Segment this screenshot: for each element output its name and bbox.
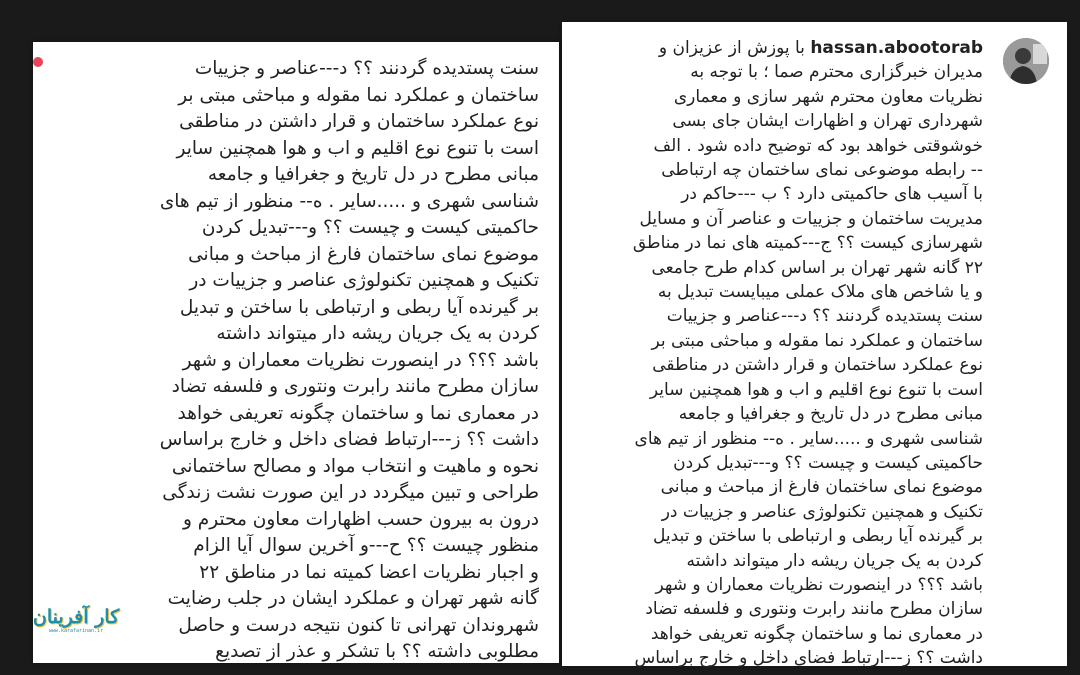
comment-panel-left bbox=[33, 42, 559, 663]
watermark-logo bbox=[32, 590, 120, 650]
comment-panel-right bbox=[562, 22, 1067, 669]
comment-body-right bbox=[578, 36, 983, 671]
comment-text-right: با پوزش از عزیزان و مدیران خبرگزاری محترم صما ؛ با توجه به نظریات معاون محترم شهر سازی و معماری شهرداری تهران و اظهارات ایشان جای بسی خوشوقتی خواهد بود که توضیح داده شود . الف -- رابطه موضوعی نمای ساختمان چه ارتباطی با آسیب های حاکمیتی دارد ؟ ب ---حاکم در مدیریت ساختمان و جزییات و عناصر آن و مسایل شهرسازی کیست ؟؟ ج---کمیته های نما در مناطق ۲۲ گانه شهر تهران بر اساس کدام طرح جامعی و یا شاخص های ملاک عملی میبایست تبدیل به سنت پستدیده گردنند ؟؟ د---عناصر و جزییات ساختمان و عملکرد نما مقوله و مباحثی مبتی بر نوع عملکرد ساختمان و قرار داشتن در مناطقی است با تنوع نوع اقلیم و اب و هوا همچنین سایر مبانی مطرح در دل تاریخ و جغرافیا و جامعه شناسی شهری و .....سایر . ه-- منظور از تیم های حاکمیتی کیست و چیست ؟؟ و---تبدیل کردن موضوع نمای ساختمان فارغ از مباحث و مبانی تکنیک و همچنین تکنولوژی عناصر و جزییات در بر گیرنده آیا ربطی و ارتباطی با ساختن و تبدیل کردن به یک جریان ریشه دار میتواند داشته باشد ؟؟؟ در اینصورت نظریات معماران و شهر سازان مطرح مانند رابرت ونتوری و فلسفه تضاد در معماری نما و ساختمان چگونه تعریفی خواهد داشت ؟؟ ز---ارتباط فضای داخل و خارج براساس bbox=[632, 38, 983, 669]
avatar[interactable] bbox=[1003, 38, 1049, 84]
username-link[interactable]: hassan.abootorab bbox=[810, 38, 983, 58]
comment-text-left: سنت پستدیده گردنند ؟؟ د---عناصر و جزییات ساختمان و عملکرد نما مقوله و مباحثی مبتی بر نوع عملکرد ساختمان و قرار داشتن در مناطقی است با تنوع نوع اقلیم و اب و هوا همچنین سایر مبانی مطرح در دل تاریخ و جغرافیا و جامعه شناسی شهری و .....سایر . ه-- منظور از تیم های حاکمیتی کیست و چیست ؟؟ و---تبدیل کردن موضوع نمای ساختمان فارغ از مباحث و مبانی تکنیک و همچنین تکنولوژی عناصر و جزییات در بر گیرنده آیا ربطی و ارتباطی با ساختن و تبدیل کردن به یک جریان ریشه دار میتواند داشته باشد ؟؟؟ در اینصورت نظریات معماران و شهر سازان مطرح مانند رابرت ونتوری و فلسفه تضاد در معماری نما و ساختمان چگونه تعریفی خواهد داشت ؟؟ ز---ارتباط فضای داخل و خارج براساس نحوه و ماهیت و انتخاب مواد و مصالح ساختمانی طراحی و تبین میگردد در این صورت نشت زندگی درون به بیرون حسب اظهارات معاون محترم و منظور چیست ؟؟ ح---و آخرین سوال آیا الزام و اجبار نظریات اعضا کمیته نما در مناطق ۲۲ گانه شهر تهران و عملکرد ایشان در جلب رضایت شهروندان تهرانی تا کنون نتیجه درست و حاصل مطلوبی داشته ؟؟ با تشکر و عذر از تصدیع bbox=[159, 58, 539, 662]
heart-icon[interactable] bbox=[33, 57, 43, 67]
profile-photo-icon bbox=[1003, 38, 1049, 84]
logo-text: کار آفرینان bbox=[32, 606, 120, 628]
logo-url: www.karafarinan.ir bbox=[48, 628, 104, 634]
